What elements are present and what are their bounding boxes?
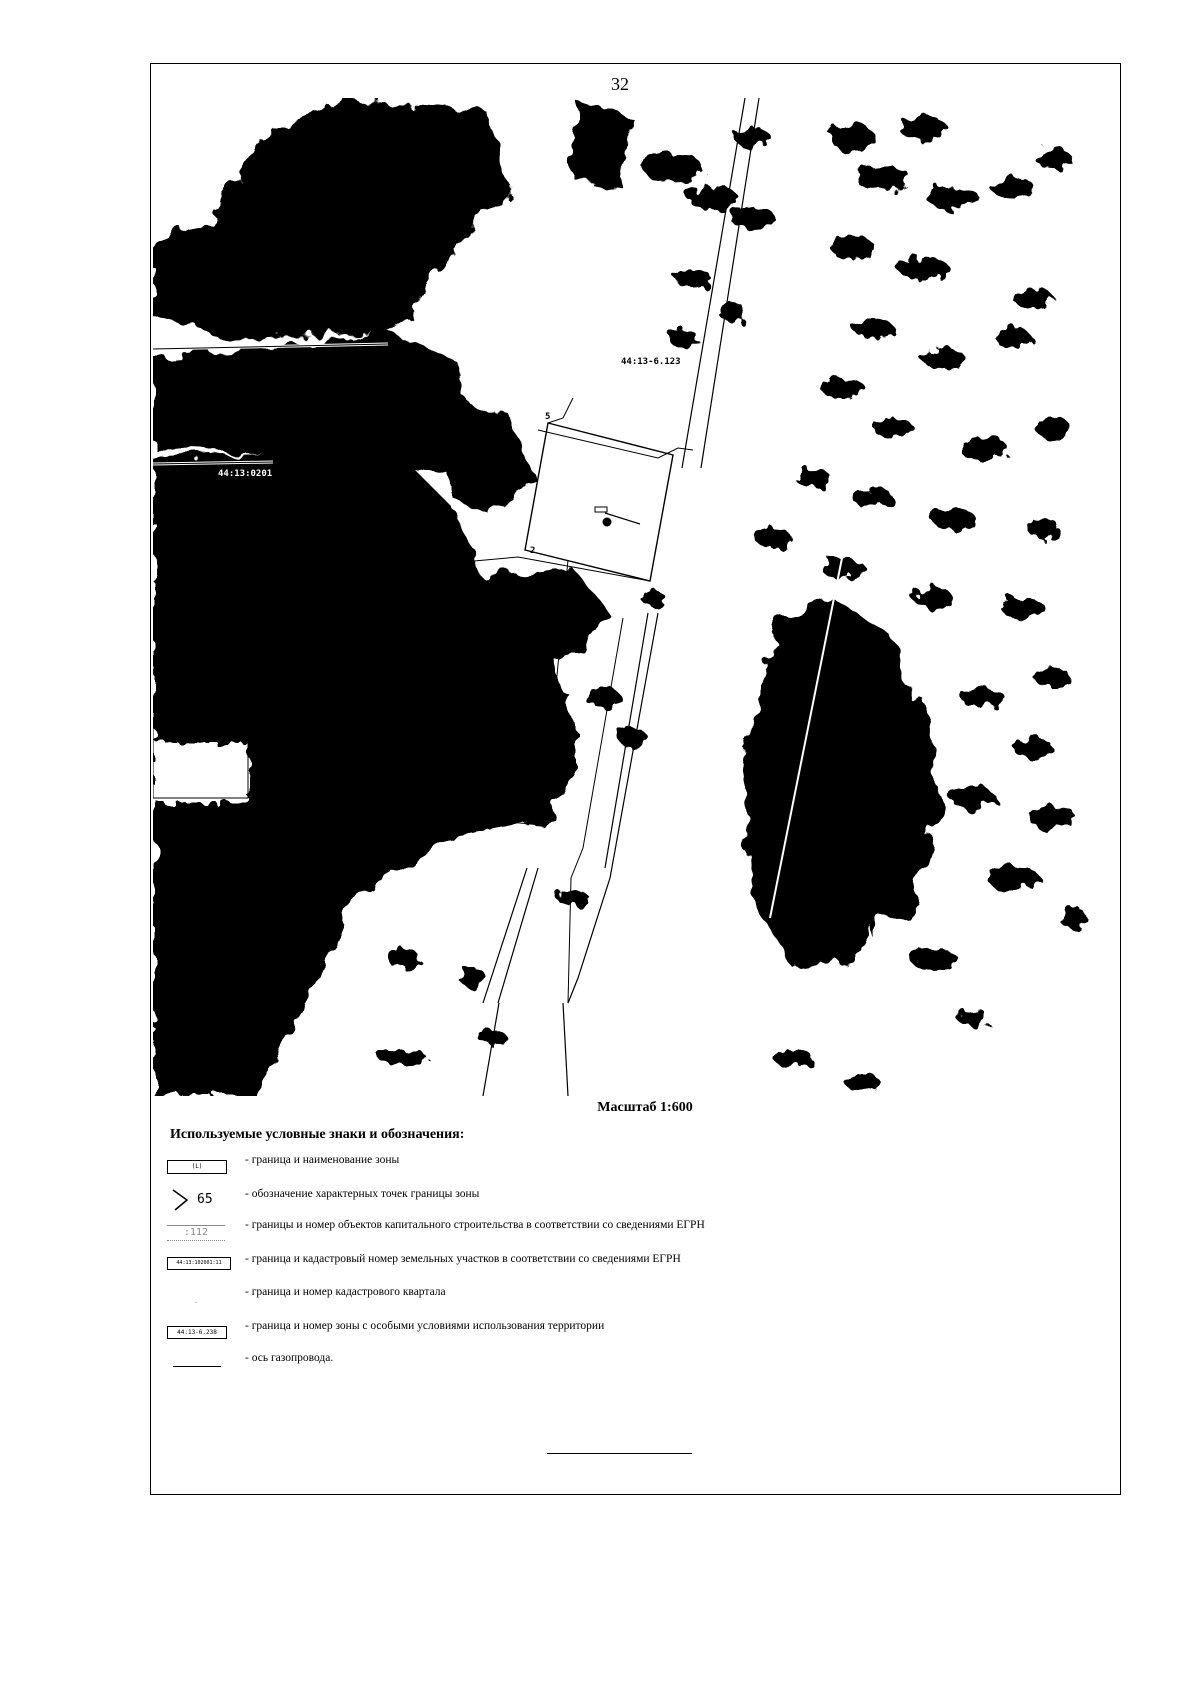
legend-item-building bbox=[165, 1217, 925, 1243]
quarter-number-label: 44:13:0201 bbox=[218, 469, 273, 479]
legend-text: - граница и номер зоны с особыми условиями использования территории bbox=[245, 1320, 605, 1332]
legend-item-quarter bbox=[165, 1284, 925, 1310]
legend-title: Используемые условные знаки и обозначения: bbox=[170, 1127, 465, 1142]
parcel-box-icon: 44:13:102001:11 bbox=[165, 1251, 235, 1277]
map-scale: Масштаб 1:600 bbox=[597, 1100, 693, 1115]
legend-item-parcel bbox=[165, 1251, 925, 1277]
legend-text: - обозначение характерных точек границы зоны bbox=[245, 1188, 480, 1200]
legend-text: - граница и наименование зоны bbox=[245, 1154, 400, 1166]
legend-item-zone bbox=[165, 1152, 925, 1178]
legend-text: - граница и номер кадастрового квартала bbox=[245, 1286, 446, 1298]
zone-number-label: 44:13-6.123 bbox=[621, 357, 681, 367]
legend-text: - ось газопровода. bbox=[245, 1352, 334, 1364]
aerial-map-svg bbox=[153, 98, 1098, 1096]
legend-text: - граница и кадастровый номер земельных участков в соответствии со сведениями ЕГРН bbox=[245, 1253, 681, 1265]
map-area bbox=[153, 98, 1098, 1096]
point-marker-icon: 65 bbox=[165, 1186, 235, 1212]
quarter-line-icon bbox=[165, 1284, 235, 1310]
building-box-icon: :112 bbox=[165, 1217, 235, 1243]
point-label-2: 2 bbox=[530, 546, 536, 556]
signature-line bbox=[547, 1453, 692, 1454]
page-number: 32 bbox=[611, 74, 629, 94]
point-label-5: 5 bbox=[545, 412, 551, 422]
legend-item-point bbox=[165, 1186, 925, 1212]
special-zone-box-icon: 44:13-6.238 bbox=[165, 1318, 235, 1344]
legend-item-special-zone bbox=[165, 1318, 925, 1344]
legend-text: - границы и номер объектов капитального строительства в соответствии со сведениями ЕГРН bbox=[245, 1219, 705, 1231]
legend-item-gas-axis bbox=[165, 1350, 925, 1376]
zone-name-box-icon: (L) bbox=[165, 1152, 235, 1178]
gas-axis-line-icon bbox=[165, 1350, 235, 1376]
